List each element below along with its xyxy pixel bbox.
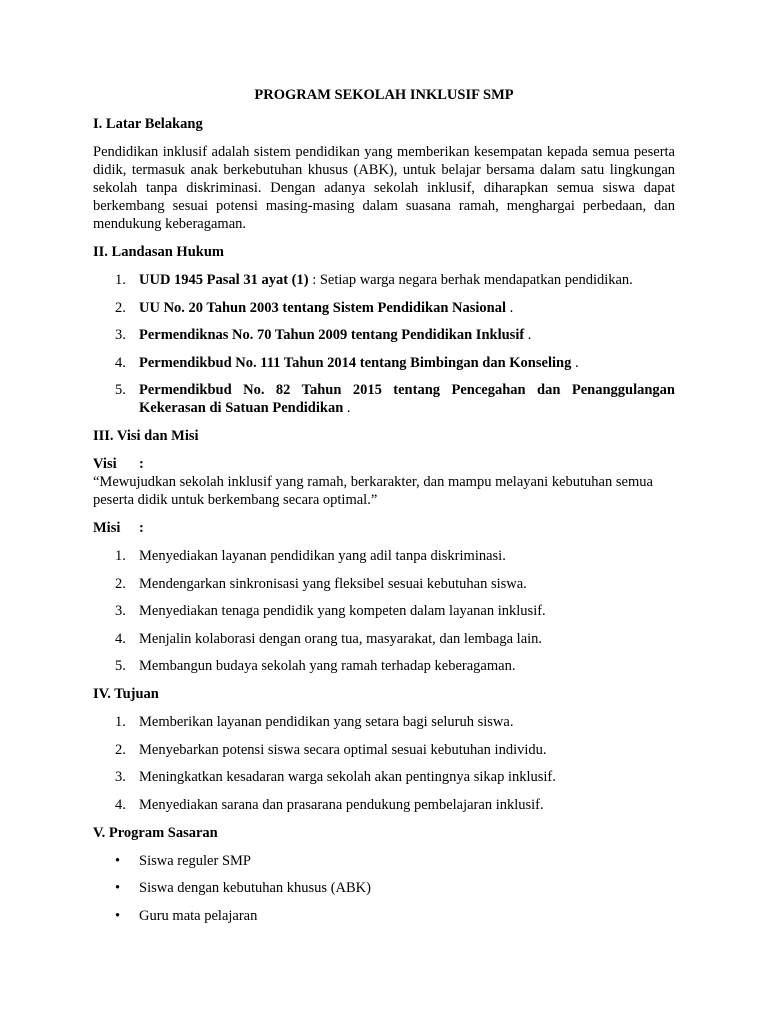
- section-heading-latar-belakang: I. Latar Belakang: [93, 116, 203, 132]
- latar-belakang-paragraph: Pendidikan inklusif adalah sistem pendidikan yang memberikan kesempatan kepada semua peserta didik, termasuk anak berkebutuhan khusus (ABK), untuk belajar bersama dalam satu lingkungan sekolah tanpa diskriminasi. Dengan adanya sekolah inklusif, diharapkan semua siswa dapat berkembang sesuai potensi masing-masing dalam suasana ramah, menghargai perbedaan, dan mendukung keberagaman.: [93, 144, 675, 232]
- list-item: [93, 879, 675, 897]
- document-title: PROGRAM SEKOLAH INKLUSIF SMP: [254, 87, 514, 103]
- list-item: [93, 575, 675, 593]
- program-sasaran-list: [93, 852, 675, 925]
- list-item: [93, 768, 675, 786]
- misi-text: Menyediakan tenaga pendidik yang kompeten dalam layanan inklusif.: [139, 603, 546, 619]
- document-page: [93, 86, 675, 935]
- bullet-icon: •: [115, 852, 121, 869]
- law-description: : Setiap warga negara berhak mendapatkan pendidikan.: [308, 272, 633, 288]
- list-item: [93, 299, 675, 317]
- misi-text: Mendengarkan sinkronisasi yang fleksibel sesuai kebutuhan siswa.: [139, 575, 527, 592]
- misi-label: Misi: [93, 520, 121, 536]
- list-number: 5.: [115, 382, 126, 398]
- misi-text: Menyediakan layanan pendidikan yang adil tanpa diskriminasi.: [139, 548, 506, 564]
- visi-text: “Mewujudkan sekolah inklusif yang ramah, berkarakter, dan mampu melayani kebutuhan semua peserta didik untuk berkembang secara optimal.”: [93, 474, 653, 508]
- law-title: UUD 1945 Pasal 31 ayat (1): [139, 272, 309, 288]
- misi-label-row: [93, 519, 675, 537]
- list-item: [93, 381, 675, 417]
- list-item: [93, 326, 675, 344]
- tujuan-text: Memberikan layanan pendidikan yang setara bagi seluruh siswa.: [139, 714, 514, 730]
- list-number: 2.: [115, 741, 126, 758]
- landasan-hukum-list: [93, 271, 675, 417]
- list-number: 5.: [115, 658, 126, 674]
- list-number: 1.: [115, 548, 126, 564]
- misi-text: Menjalin kolaborasi dengan orang tua, masyarakat, dan lembaga lain.: [139, 630, 543, 647]
- list-item: [93, 907, 675, 925]
- law-description: .: [524, 327, 532, 343]
- visi-label-row: [93, 455, 675, 473]
- law-description: .: [506, 299, 514, 316]
- list-item: [93, 602, 675, 620]
- tujuan-text: Menyediakan sarana dan prasarana pendukung pembelajaran inklusif.: [139, 796, 544, 813]
- list-number: 3.: [115, 603, 126, 619]
- list-item: [93, 271, 675, 289]
- list-item: [93, 354, 675, 372]
- visi-label: Visi: [93, 456, 117, 472]
- sasaran-text: Guru mata pelajaran: [139, 907, 258, 924]
- misi-list: [93, 547, 675, 675]
- law-title: Permendikbud No. 111 Tahun 2014 tentang Bimbingan dan Konseling: [139, 354, 572, 371]
- sasaran-text: Siswa reguler SMP: [139, 852, 251, 869]
- tujuan-text: Meningkatkan kesadaran warga sekolah akan pentingnya sikap inklusif.: [139, 769, 556, 785]
- misi-colon: :: [139, 520, 144, 536]
- list-item: [93, 741, 675, 759]
- list-item: [93, 852, 675, 870]
- list-number: 1.: [115, 714, 126, 730]
- law-title: Permendikbud No. 82 Tahun 2015 tentang Pencegahan dan Penanggulangan Kekerasan di Satuan Pendidikan: [139, 382, 675, 416]
- law-title: Permendiknas No. 70 Tahun 2009 tentang Pendidikan Inklusif: [139, 327, 525, 343]
- bullet-icon: •: [115, 880, 121, 896]
- sasaran-text: Siswa dengan kebutuhan khusus (ABK): [139, 880, 371, 896]
- list-number: 3.: [115, 769, 126, 785]
- list-number: 4.: [115, 796, 126, 813]
- misi-text: Membangun budaya sekolah yang ramah terhadap keberagaman.: [139, 658, 516, 674]
- visi-colon: :: [139, 456, 144, 472]
- list-item: [93, 547, 675, 565]
- law-description: .: [571, 354, 579, 371]
- list-item: [93, 630, 675, 648]
- law-description: .: [343, 400, 351, 416]
- list-number: 2.: [115, 575, 126, 592]
- list-number: 2.: [115, 299, 126, 316]
- list-item: [93, 796, 675, 814]
- tujuan-text: Menyebarkan potensi siswa secara optimal sesuai kebutuhan individu.: [139, 741, 547, 758]
- list-number: 1.: [115, 272, 126, 288]
- bullet-icon: •: [115, 907, 121, 924]
- list-item: [93, 713, 675, 731]
- list-item: [93, 657, 675, 675]
- list-number: 4.: [115, 354, 126, 371]
- law-title: UU No. 20 Tahun 2003 tentang Sistem Pendidikan Nasional: [139, 299, 507, 316]
- list-number: 3.: [115, 327, 126, 343]
- tujuan-list: [93, 713, 675, 814]
- section-heading-tujuan: IV. Tujuan: [93, 686, 159, 702]
- section-heading-landasan-hukum: II. Landasan Hukum: [93, 244, 224, 260]
- section-heading-program-sasaran: V. Program Sasaran: [93, 824, 218, 841]
- list-number: 4.: [115, 630, 126, 647]
- section-heading-visi-misi: III. Visi dan Misi: [93, 428, 199, 444]
